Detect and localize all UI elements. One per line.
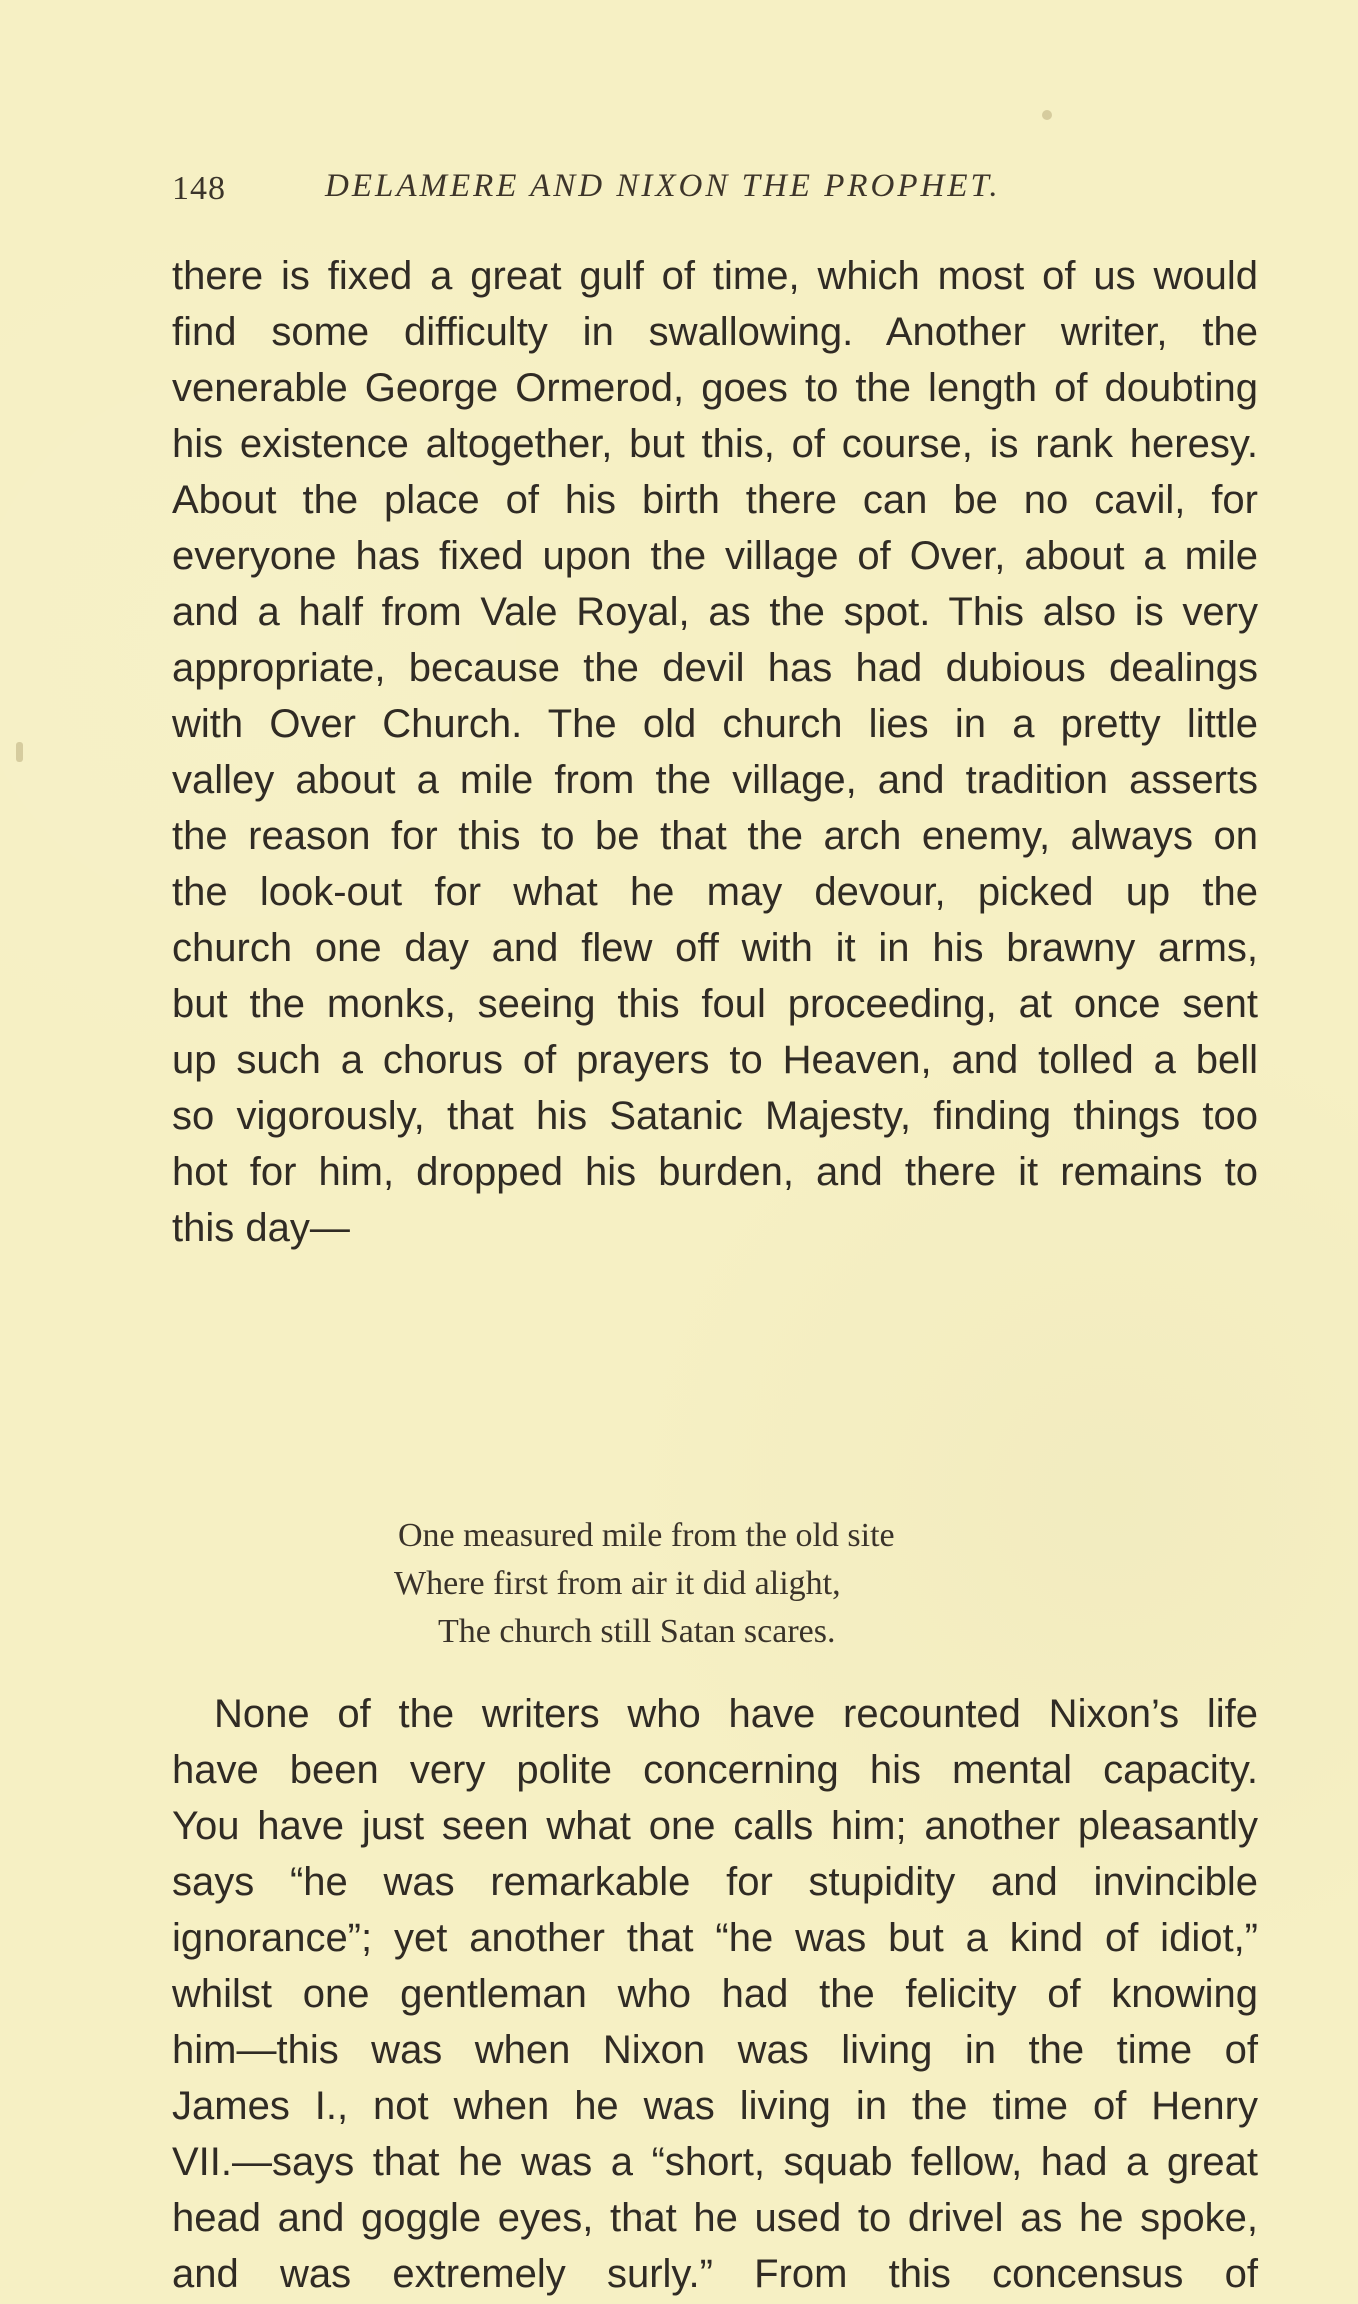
paper-speck (642, 2212, 645, 2215)
page-number: 148 (172, 170, 226, 207)
text-line: You have just seen what one calls him; another pleasantly (172, 1804, 1258, 1848)
text-line: None of the writers who have recounted Nixon’s life (214, 1692, 1258, 1736)
verse-line: One measured mile from the old site (398, 1517, 895, 1554)
text-line: this day— (172, 1206, 350, 1250)
paper-speck (16, 742, 23, 762)
text-line: the reason for this to be that the arch enemy, always on (172, 814, 1258, 858)
text-line: so vigorously, that his Satanic Majesty, finding things too (172, 1094, 1258, 1138)
text-line: ignorance”; yet another that “he was but a kind of idiot,” (172, 1916, 1258, 1960)
text-line: and was extremely surly.” From this concensus of (172, 2252, 1258, 2296)
text-line: says “he was remarkable for stupidity and invincible (172, 1860, 1258, 1904)
text-line: whilst one gentleman who had the felicity of knowing (172, 1972, 1258, 2016)
verse-line: The church still Satan scares. (438, 1613, 836, 1650)
running-head (172, 160, 1272, 220)
text-line: and a half from Vale Royal, as the spot. This also is very (172, 590, 1258, 634)
verse-line: Where first from air it did alight, (394, 1565, 841, 1602)
text-line: About the place of his birth there can be no cavil, for (172, 478, 1258, 522)
text-line: James I., not when he was living in the time of Henry (172, 2084, 1258, 2128)
running-title: DELAMERE AND NIXON THE PROPHET. (325, 168, 1001, 204)
text-line: valley about a mile from the village, and tradition asserts (172, 758, 1258, 802)
text-line: head and goggle eyes, that he used to drivel as he spoke, (172, 2196, 1258, 2240)
text-line: the look-out for what he may devour, picked up the (172, 870, 1258, 914)
text-line: his existence altogether, but this, of course, is rank heresy. (172, 422, 1258, 466)
text-line: church one day and flew off with it in his brawny arms, (172, 926, 1258, 970)
text-line: up such a chorus of prayers to Heaven, and tolled a bell (172, 1038, 1258, 1082)
text-line: venerable George Ormerod, goes to the length of doubting (172, 366, 1258, 410)
text-line: there is fixed a great gulf of time, which most of us would (172, 254, 1258, 298)
text-line: find some difficulty in swallowing. Another writer, the (172, 310, 1258, 354)
paragraph-1 (172, 248, 1258, 1256)
text-line: him—this was when Nixon was living in the time of (172, 2028, 1258, 2072)
text-line: VII.—says that he was a “short, squab fellow, had a great (172, 2140, 1258, 2184)
paper-speck (1042, 110, 1052, 120)
text-line: have been very polite concerning his mental capacity. (172, 1748, 1258, 1792)
text-line: hot for him, dropped his burden, and there it remains to (172, 1150, 1258, 1194)
text-line: everyone has fixed upon the village of Over, about a mile (172, 534, 1258, 578)
text-line: appropriate, because the devil has had dubious dealings (172, 646, 1258, 690)
text-line: but the monks, seeing this foul proceeding, at once sent (172, 982, 1258, 1026)
text-line: with Over Church. The old church lies in a pretty little (172, 702, 1258, 746)
body-text (172, 248, 1258, 2296)
paragraph-2 (172, 1686, 1258, 2302)
